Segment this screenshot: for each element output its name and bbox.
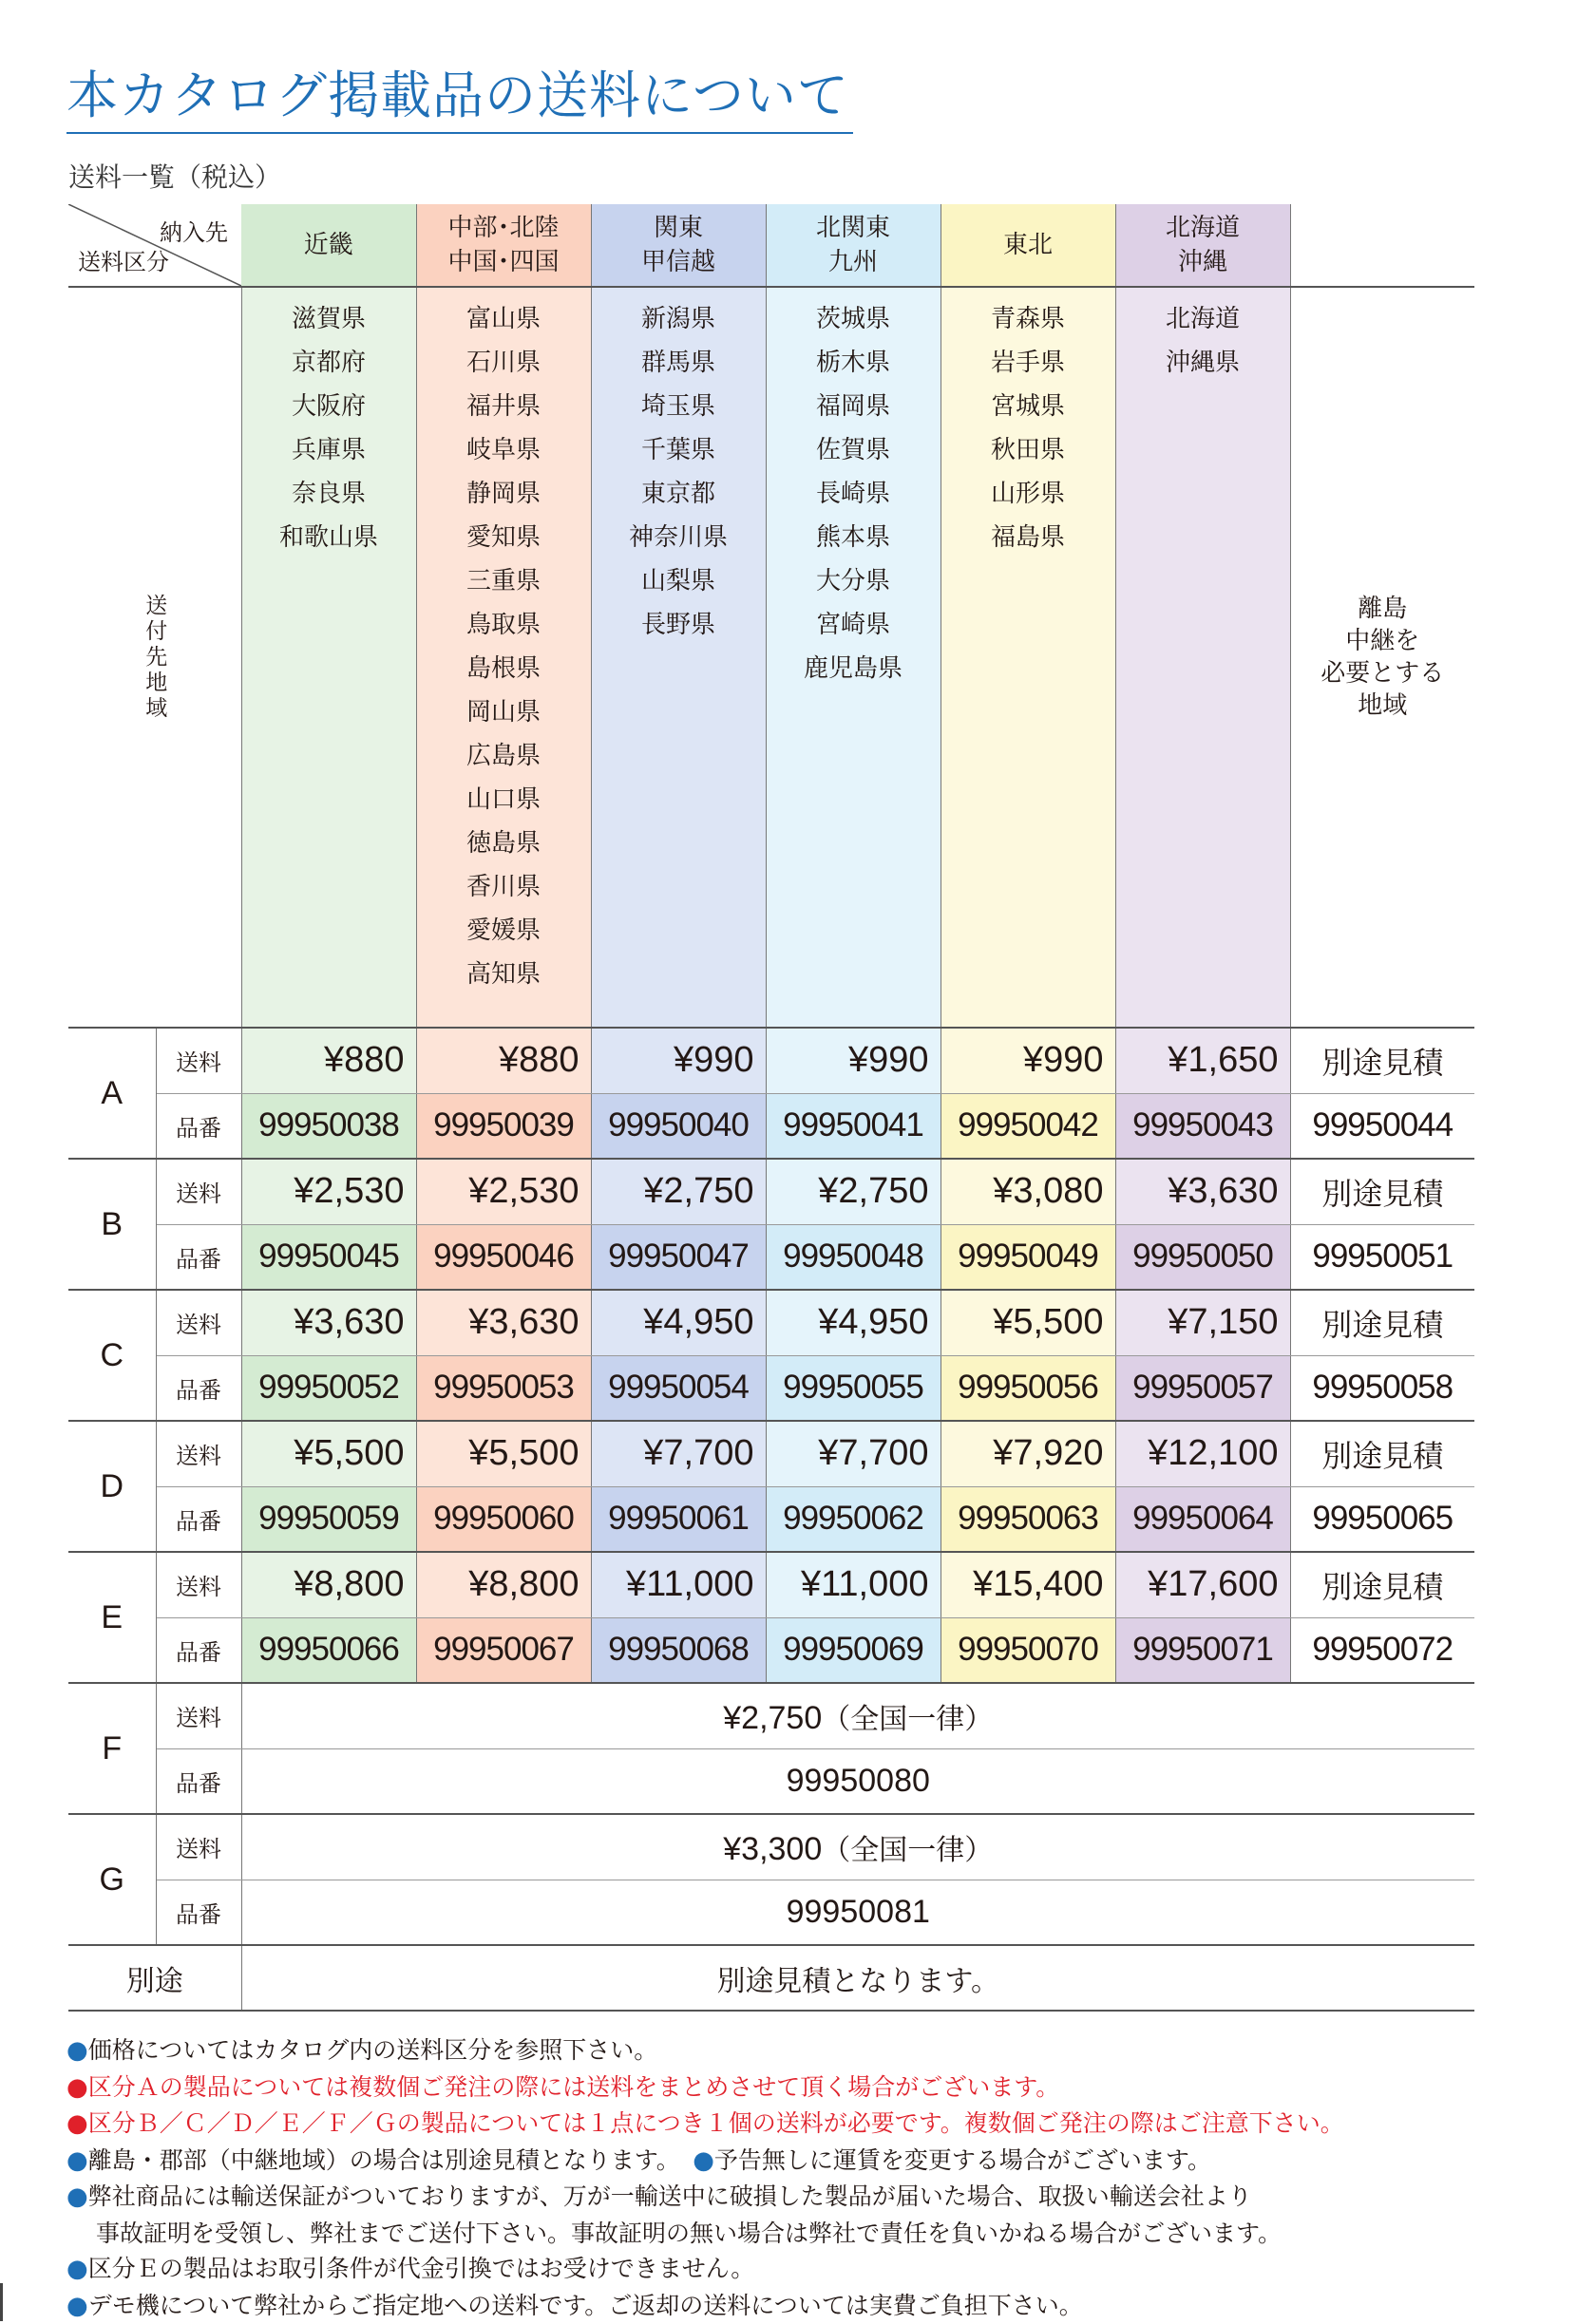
bullet-icon: ● bbox=[66, 2036, 88, 2065]
prefecture-name: 埼玉県 bbox=[592, 385, 766, 428]
prefecture-name: 大阪府 bbox=[242, 385, 416, 428]
bullet-icon: ● bbox=[668, 2146, 714, 2175]
shipping-fee: ¥3,630 bbox=[416, 1290, 591, 1355]
region-header-kanto: 関東 甲信越 bbox=[591, 204, 766, 287]
shipping-rate-table bbox=[68, 204, 1474, 2012]
bullet-icon: ● bbox=[66, 2073, 88, 2102]
shipping-fee: ¥4,950 bbox=[591, 1290, 766, 1355]
fee-row-label: 送料 bbox=[156, 1421, 241, 1486]
tier-code-row bbox=[68, 1224, 1474, 1290]
footnote-line bbox=[66, 2288, 1510, 2324]
prefecture-list-tohoku bbox=[940, 287, 1115, 1028]
shipping-fee: ¥880 bbox=[416, 1028, 591, 1093]
prefecture-name: 京都府 bbox=[242, 341, 416, 385]
product-code: 99950056 bbox=[940, 1355, 1115, 1421]
product-code: 99950072 bbox=[1290, 1617, 1474, 1683]
product-code: 99950039 bbox=[416, 1093, 591, 1159]
footnote-line-continued: 事故証明を受領し、弊社までご送付下さい。事故証明の無い場合は弊社で責任を負いかねる場合がございます。 bbox=[66, 2216, 1510, 2252]
shipping-fee: ¥3,630 bbox=[1115, 1159, 1290, 1224]
bullet-icon: ● bbox=[66, 2255, 88, 2283]
region-header-kitakanto: 北関東 九州 bbox=[766, 204, 940, 287]
prefecture-list-chubu bbox=[416, 287, 591, 1028]
footnote-line bbox=[66, 2143, 1510, 2180]
flat-fee-note: （全国一律） bbox=[822, 1703, 993, 1736]
prefecture-name: 山形県 bbox=[941, 472, 1115, 516]
code-row-label: 品番 bbox=[156, 1880, 241, 1945]
table-subtitle: 送料一覧（税込） bbox=[68, 157, 281, 195]
header-row bbox=[68, 204, 1474, 287]
separate-estimate: 別途見積 bbox=[1290, 1552, 1474, 1617]
shipping-fee: ¥5,500 bbox=[940, 1290, 1115, 1355]
prefecture-name: 沖縄県 bbox=[1116, 341, 1290, 385]
product-code: 99950045 bbox=[241, 1224, 416, 1290]
island-label-line: 中継を bbox=[1291, 625, 1475, 657]
island-label-line: 地域 bbox=[1291, 690, 1475, 722]
shipping-fee: ¥7,700 bbox=[766, 1421, 940, 1486]
prefecture-name: 山口県 bbox=[417, 778, 591, 822]
shipping-fee: ¥5,500 bbox=[241, 1421, 416, 1486]
bullet-icon: ● bbox=[66, 2109, 88, 2138]
prefecture-row bbox=[68, 287, 1474, 1028]
tier-code-row bbox=[68, 1486, 1474, 1552]
shipping-fee: ¥7,700 bbox=[591, 1421, 766, 1486]
prefecture-name: 岡山県 bbox=[417, 690, 591, 734]
shipping-fee: ¥990 bbox=[940, 1028, 1115, 1093]
prefecture-name: 愛媛県 bbox=[417, 909, 591, 953]
fee-row-label: 送料 bbox=[156, 1814, 241, 1880]
product-code: 99950051 bbox=[1290, 1224, 1474, 1290]
prefecture-name: 石川県 bbox=[417, 341, 591, 385]
prefecture-name: 兵庫県 bbox=[242, 428, 416, 472]
title-underline bbox=[66, 132, 853, 134]
code-row-label: 品番 bbox=[156, 1486, 241, 1552]
tier-letter: E bbox=[68, 1552, 156, 1683]
shipping-fee: ¥2,750 bbox=[766, 1159, 940, 1224]
prefecture-name: 鳥取県 bbox=[417, 603, 591, 647]
region-header-tohoku: 東北 bbox=[940, 204, 1115, 287]
footnote-line bbox=[66, 2251, 1510, 2288]
bullet-icon: ● bbox=[66, 2292, 88, 2320]
tier-fee-row bbox=[68, 1159, 1474, 1224]
prefecture-name: 鹿児島県 bbox=[767, 647, 940, 690]
tier-fee-row bbox=[68, 1421, 1474, 1486]
prefecture-name: 福島県 bbox=[941, 516, 1115, 559]
fee-row-label: 送料 bbox=[156, 1683, 241, 1748]
flat-fee-row bbox=[68, 1683, 1474, 1748]
product-code: 99950070 bbox=[940, 1617, 1115, 1683]
footnote-line bbox=[66, 2179, 1510, 2216]
separate-estimate: 別途見積 bbox=[1290, 1028, 1474, 1093]
product-code: 99950064 bbox=[1115, 1486, 1290, 1552]
bullet-icon: ● bbox=[66, 2146, 88, 2175]
code-row-label: 品番 bbox=[156, 1355, 241, 1421]
prefecture-name: 宮崎県 bbox=[767, 603, 940, 647]
product-code: 99950043 bbox=[1115, 1093, 1290, 1159]
shipping-fee: ¥880 bbox=[241, 1028, 416, 1093]
destination-region-label: 送付先地域 bbox=[68, 287, 241, 1028]
prefecture-name: 福岡県 bbox=[767, 385, 940, 428]
prefecture-name: 富山県 bbox=[417, 297, 591, 341]
shipping-fee: ¥8,800 bbox=[416, 1552, 591, 1617]
code-row-label: 品番 bbox=[156, 1617, 241, 1683]
prefecture-name: 佐賀県 bbox=[767, 428, 940, 472]
prefecture-name: 高知県 bbox=[417, 953, 591, 996]
flat-fee-value: ¥2,750 bbox=[723, 1700, 822, 1736]
product-code: 99950061 bbox=[591, 1486, 766, 1552]
tier-letter: C bbox=[68, 1290, 156, 1421]
shipping-fee: ¥5,500 bbox=[416, 1421, 591, 1486]
footnote-text: 区分Ｂ／Ｃ／Ｄ／Ｅ／Ｆ／Ｇの製品については１点につき１個の送料が必要です。複数個ご発注の際はご注意下さい。 bbox=[88, 2109, 1344, 2137]
prefecture-name: 群馬県 bbox=[592, 341, 766, 385]
product-code: 99950080 bbox=[241, 1748, 1474, 1814]
product-code: 99950054 bbox=[591, 1355, 766, 1421]
region-header-island bbox=[1290, 204, 1474, 287]
fee-row-label: 送料 bbox=[156, 1159, 241, 1224]
fee-row-label: 送料 bbox=[156, 1290, 241, 1355]
island-label-line: 必要とする bbox=[1291, 657, 1475, 690]
flat-fee-note: （全国一律） bbox=[822, 1834, 993, 1867]
footnote-text: 区分Ａの製品については複数個ご発注の際には送料をまとめさせて頂く場合がございます。 bbox=[88, 2073, 1060, 2101]
prefecture-name: 青森県 bbox=[941, 297, 1115, 341]
prefecture-name: 宮城県 bbox=[941, 385, 1115, 428]
prefecture-name: 広島県 bbox=[417, 734, 591, 778]
prefecture-name: 秋田県 bbox=[941, 428, 1115, 472]
prefecture-name: 香川県 bbox=[417, 865, 591, 909]
flat-shipping-fee bbox=[241, 1814, 1474, 1880]
product-code: 99950050 bbox=[1115, 1224, 1290, 1290]
tier-code-row bbox=[68, 1617, 1474, 1683]
island-label-line: 離島 bbox=[1291, 593, 1475, 625]
page-title: 本カタログ掲載品の送料について bbox=[66, 55, 849, 128]
product-code: 99950065 bbox=[1290, 1486, 1474, 1552]
flat-fee-value: ¥3,300 bbox=[723, 1831, 822, 1867]
prefecture-name: 神奈川県 bbox=[592, 516, 766, 559]
prefecture-list-kitakanto bbox=[766, 287, 940, 1028]
product-code: 99950066 bbox=[241, 1617, 416, 1683]
prefecture-name: 岩手県 bbox=[941, 341, 1115, 385]
page-edge-mark bbox=[0, 2283, 3, 2321]
prefecture-name: 徳島県 bbox=[417, 822, 591, 865]
prefecture-list-hokkaido bbox=[1115, 287, 1290, 1028]
shipping-fee: ¥15,400 bbox=[940, 1552, 1115, 1617]
footnote-text: 区分Ｅの製品はお取引条件が代金引換ではお受けできません。 bbox=[88, 2255, 755, 2282]
tier-letter: A bbox=[68, 1028, 156, 1159]
footnote-text: 離島・郡部（中継地域）の場合は別途見積となります。 bbox=[88, 2146, 669, 2174]
prefecture-name: 新潟県 bbox=[592, 297, 766, 341]
product-code: 99950044 bbox=[1290, 1093, 1474, 1159]
separate-estimate: 別途見積 bbox=[1290, 1421, 1474, 1486]
prefecture-name: 山梨県 bbox=[592, 559, 766, 603]
product-code: 99950047 bbox=[591, 1224, 766, 1290]
flat-code-row bbox=[68, 1748, 1474, 1814]
product-code: 99950067 bbox=[416, 1617, 591, 1683]
product-code: 99950062 bbox=[766, 1486, 940, 1552]
prefecture-name: 愛知県 bbox=[417, 516, 591, 559]
prefecture-name: 滋賀県 bbox=[242, 297, 416, 341]
product-code: 99950068 bbox=[591, 1617, 766, 1683]
code-row-label: 品番 bbox=[156, 1224, 241, 1290]
prefecture-name: 三重県 bbox=[417, 559, 591, 603]
fee-category-label: 送料区分 bbox=[78, 243, 169, 276]
product-code: 99950058 bbox=[1290, 1355, 1474, 1421]
product-code: 99950046 bbox=[416, 1224, 591, 1290]
tier-letter: G bbox=[68, 1814, 156, 1945]
product-code: 99950053 bbox=[416, 1355, 591, 1421]
shipping-fee: ¥17,600 bbox=[1115, 1552, 1290, 1617]
footnotes bbox=[66, 2032, 1510, 2324]
prefecture-name: 栃木県 bbox=[767, 341, 940, 385]
shipping-fee: ¥990 bbox=[766, 1028, 940, 1093]
prefecture-name: 大分県 bbox=[767, 559, 940, 603]
region-header-kinki: 近畿 bbox=[241, 204, 416, 287]
other-text: 別途見積となります。 bbox=[241, 1945, 1474, 2011]
footnote-text: デモ機について弊社からご指定地への送料です。ご返却の送料については実費ご負担下さい。 bbox=[88, 2292, 1083, 2319]
tier-fee-row bbox=[68, 1028, 1474, 1093]
prefecture-list-kanto bbox=[591, 287, 766, 1028]
prefecture-name: 岐阜県 bbox=[417, 428, 591, 472]
tier-fee-row bbox=[68, 1552, 1474, 1617]
shipping-fee: ¥8,800 bbox=[241, 1552, 416, 1617]
shipping-fee: ¥12,100 bbox=[1115, 1421, 1290, 1486]
separate-estimate: 別途見積 bbox=[1290, 1159, 1474, 1224]
flat-fee-row bbox=[68, 1814, 1474, 1880]
shipping-fee: ¥3,630 bbox=[241, 1290, 416, 1355]
prefecture-name: 長野県 bbox=[592, 603, 766, 647]
separate-estimate: 別途見積 bbox=[1290, 1290, 1474, 1355]
tier-letter: F bbox=[68, 1683, 156, 1814]
other-row bbox=[68, 1945, 1474, 2011]
fee-row-label: 送料 bbox=[156, 1552, 241, 1617]
prefecture-name: 茨城県 bbox=[767, 297, 940, 341]
prefecture-name: 熊本県 bbox=[767, 516, 940, 559]
product-code: 99950081 bbox=[241, 1880, 1474, 1945]
flat-code-row bbox=[68, 1880, 1474, 1945]
island-region-label bbox=[1290, 287, 1474, 1028]
footnote-text: 弊社商品には輸送保証がついておりますが、万が一輸送中に破損した製品が届いた場合、取扱い輸送会社より bbox=[88, 2182, 1252, 2210]
prefecture-name: 和歌山県 bbox=[242, 516, 416, 559]
prefecture-name: 東京都 bbox=[592, 472, 766, 516]
prefecture-name: 長崎県 bbox=[767, 472, 940, 516]
shipping-fee: ¥2,530 bbox=[416, 1159, 591, 1224]
shipping-fee: ¥4,950 bbox=[766, 1290, 940, 1355]
footnote-line bbox=[66, 2106, 1510, 2143]
product-code: 99950040 bbox=[591, 1093, 766, 1159]
header-corner-cell bbox=[68, 204, 241, 287]
product-code: 99950049 bbox=[940, 1224, 1115, 1290]
prefecture-name: 島根県 bbox=[417, 647, 591, 690]
prefecture-name: 千葉県 bbox=[592, 428, 766, 472]
product-code: 99950038 bbox=[241, 1093, 416, 1159]
prefecture-name: 福井県 bbox=[417, 385, 591, 428]
product-code: 99950057 bbox=[1115, 1355, 1290, 1421]
product-code: 99950041 bbox=[766, 1093, 940, 1159]
product-code: 99950069 bbox=[766, 1617, 940, 1683]
footnote-line bbox=[66, 2032, 1510, 2069]
footnote-text: 予告無しに運賃を変更する場合がございます。 bbox=[714, 2146, 1211, 2174]
product-code: 99950059 bbox=[241, 1486, 416, 1552]
prefecture-name: 静岡県 bbox=[417, 472, 591, 516]
prefecture-list-kinki bbox=[241, 287, 416, 1028]
shipping-fee: ¥2,750 bbox=[591, 1159, 766, 1224]
prefecture-name: 奈良県 bbox=[242, 472, 416, 516]
shipping-fee: ¥1,650 bbox=[1115, 1028, 1290, 1093]
shipping-fee: ¥3,080 bbox=[940, 1159, 1115, 1224]
tier-code-row bbox=[68, 1355, 1474, 1421]
product-code: 99950052 bbox=[241, 1355, 416, 1421]
product-code: 99950048 bbox=[766, 1224, 940, 1290]
region-header-chubu: 中部･北陸 中国･四国 bbox=[416, 204, 591, 287]
code-row-label: 品番 bbox=[156, 1748, 241, 1814]
tier-letter: D bbox=[68, 1421, 156, 1552]
shipping-fee: ¥7,920 bbox=[940, 1421, 1115, 1486]
shipping-fee: ¥2,530 bbox=[241, 1159, 416, 1224]
code-row-label: 品番 bbox=[156, 1093, 241, 1159]
prefecture-name: 北海道 bbox=[1116, 297, 1290, 341]
shipping-fee: ¥990 bbox=[591, 1028, 766, 1093]
bullet-icon: ● bbox=[66, 2182, 88, 2211]
footnote-text: 価格についてはカタログ内の送料区分を参照下さい。 bbox=[88, 2036, 658, 2064]
destination-label: 納入先 bbox=[160, 214, 228, 247]
shipping-fee: ¥7,150 bbox=[1115, 1290, 1290, 1355]
tier-letter: B bbox=[68, 1159, 156, 1290]
product-code: 99950063 bbox=[940, 1486, 1115, 1552]
tier-fee-row bbox=[68, 1290, 1474, 1355]
tier-code-row bbox=[68, 1093, 1474, 1159]
shipping-fee: ¥11,000 bbox=[766, 1552, 940, 1617]
flat-shipping-fee bbox=[241, 1683, 1474, 1748]
product-code: 99950071 bbox=[1115, 1617, 1290, 1683]
footnote-line bbox=[66, 2069, 1510, 2107]
other-label: 別途 bbox=[68, 1945, 241, 2011]
region-header-hokkaido: 北海道 沖縄 bbox=[1115, 204, 1290, 287]
fee-row-label: 送料 bbox=[156, 1028, 241, 1093]
product-code: 99950055 bbox=[766, 1355, 940, 1421]
product-code: 99950042 bbox=[940, 1093, 1115, 1159]
shipping-fee: ¥11,000 bbox=[591, 1552, 766, 1617]
product-code: 99950060 bbox=[416, 1486, 591, 1552]
